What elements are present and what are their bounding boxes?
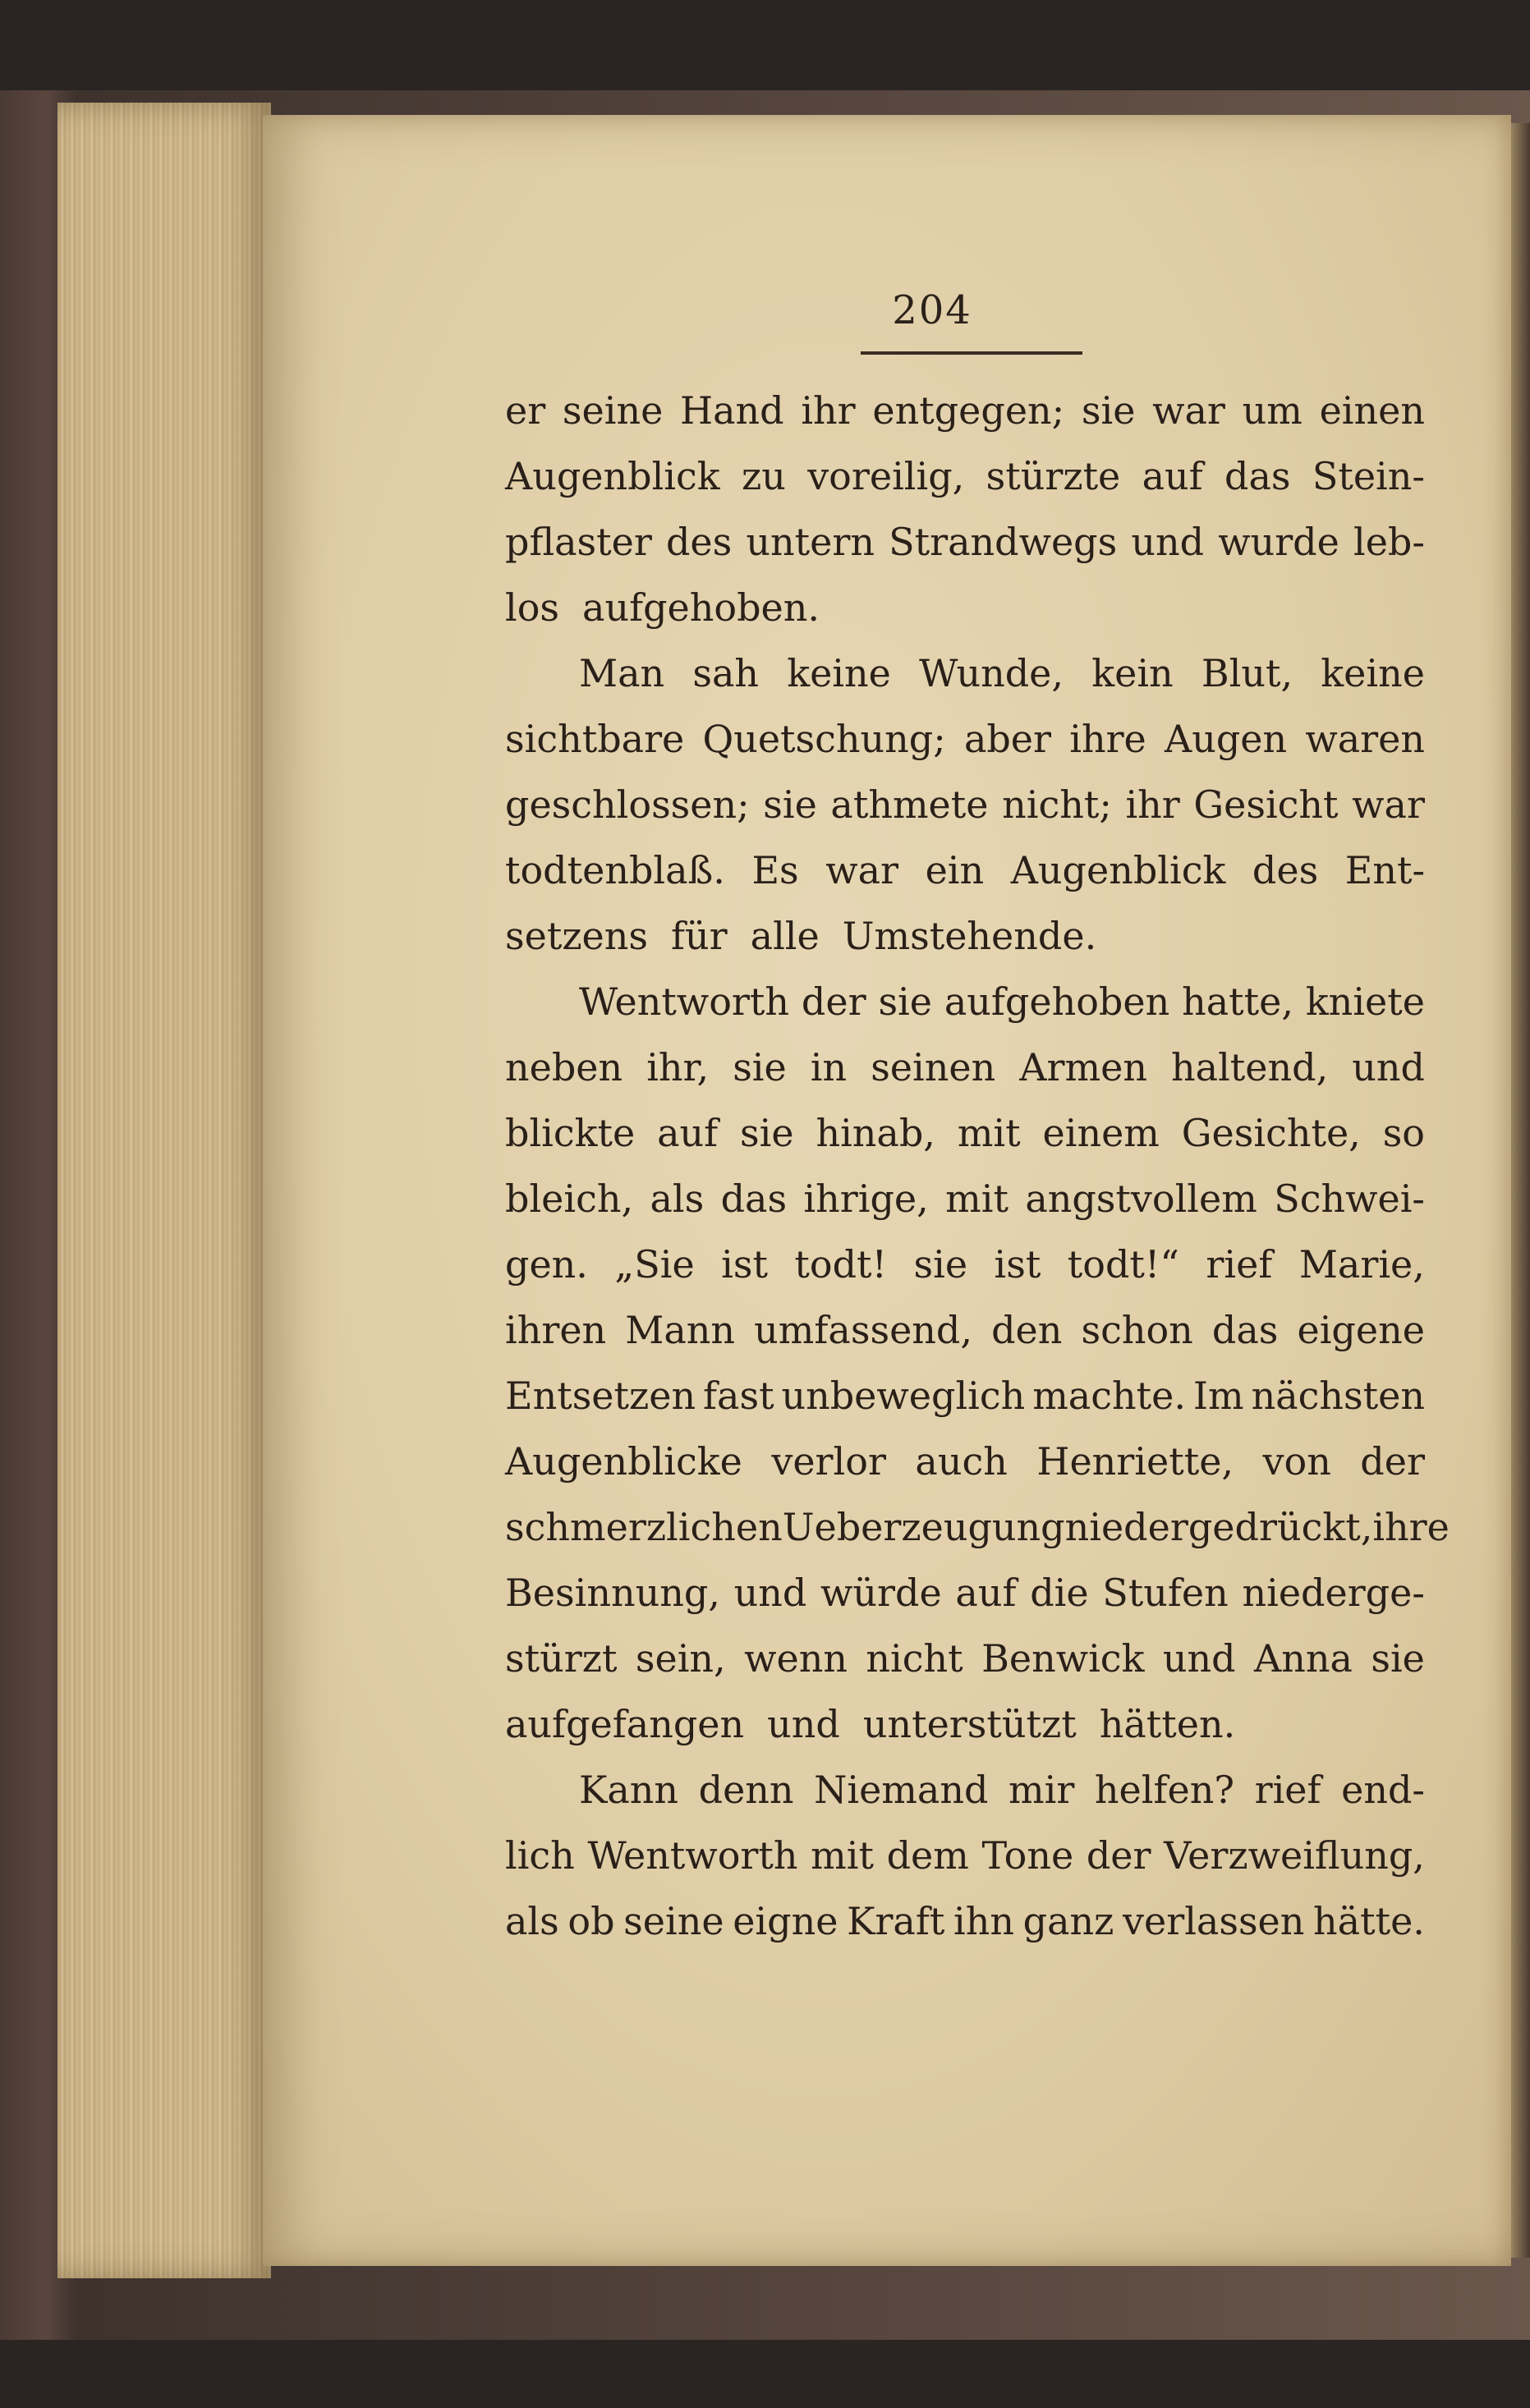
word: nicht; <box>1002 782 1112 827</box>
word: hatte, <box>1182 979 1293 1024</box>
word: auf <box>657 1111 719 1155</box>
word: stürzt <box>505 1636 618 1681</box>
word: ihrige, <box>803 1176 929 1221</box>
word: neben <box>505 1045 623 1089</box>
word: rief <box>1254 1768 1321 1812</box>
word: für <box>671 914 728 958</box>
word: mir <box>1009 1768 1075 1812</box>
word: zu <box>741 454 786 498</box>
word: seine <box>562 388 664 433</box>
word: Ueberzeugung <box>782 1505 1065 1549</box>
word: rief <box>1206 1242 1273 1287</box>
word: Stufen <box>1102 1571 1229 1615</box>
word: Im <box>1192 1374 1244 1418</box>
word: fast <box>703 1374 774 1418</box>
word: in <box>810 1045 848 1089</box>
word: Verzweiflung, <box>1164 1833 1425 1878</box>
word: Wentworth <box>579 979 790 1024</box>
word: und <box>1131 520 1205 564</box>
text-line <box>505 1363 1425 1429</box>
word: end- <box>1341 1768 1425 1812</box>
word: kein <box>1091 651 1174 695</box>
text-line <box>505 575 1425 640</box>
word: sie <box>1371 1636 1425 1681</box>
word: ihr, <box>646 1045 710 1089</box>
word: aufgehoben. <box>582 585 820 630</box>
text-line <box>505 1166 1425 1232</box>
word: sie <box>1081 388 1136 433</box>
page-number: 204 <box>892 287 972 333</box>
word: stürzte <box>986 454 1121 498</box>
word: todtenblaß. <box>505 848 725 892</box>
text-line <box>505 969 1425 1034</box>
word: niedergedrückt, <box>1064 1505 1373 1549</box>
text-line <box>505 903 1425 969</box>
word: einen <box>1319 388 1425 433</box>
word: das <box>1211 1308 1279 1352</box>
text-line <box>505 509 1425 575</box>
word: Blut, <box>1201 651 1293 695</box>
word: geschlossen; <box>505 782 750 827</box>
word: bleich, <box>505 1176 634 1221</box>
text-line <box>505 706 1425 772</box>
word: „Sie <box>614 1242 695 1287</box>
word: Umstehende. <box>842 914 1097 958</box>
word: sie <box>733 1045 787 1089</box>
text-line <box>505 1823 1425 1888</box>
text-line <box>505 1888 1425 1954</box>
word: umfassend, <box>754 1308 972 1352</box>
word: Besinnung, <box>505 1571 720 1615</box>
text-line <box>505 1757 1425 1823</box>
word: nächsten <box>1251 1374 1425 1418</box>
word: Ent- <box>1344 848 1425 892</box>
word: auf <box>955 1571 1017 1615</box>
text-line <box>505 1232 1425 1297</box>
word: war <box>825 848 899 892</box>
word: Stein- <box>1312 454 1425 498</box>
word: Mann <box>625 1308 736 1352</box>
word: verlor <box>771 1439 886 1484</box>
word: untern <box>746 520 875 564</box>
word: des <box>665 520 733 564</box>
word: blickte <box>505 1111 636 1155</box>
word: ihr <box>1125 782 1180 827</box>
text-line <box>505 640 1425 706</box>
word: Wentworth <box>587 1833 798 1878</box>
word: nicht <box>866 1636 963 1681</box>
word: Kann <box>579 1768 679 1812</box>
word: helfen? <box>1094 1768 1235 1812</box>
word: und <box>1352 1045 1425 1089</box>
word: ist <box>721 1242 768 1287</box>
text-line <box>505 1429 1425 1494</box>
word: und <box>1162 1636 1236 1681</box>
word: Wunde, <box>919 651 1064 695</box>
word: Augenblick <box>505 454 720 498</box>
word: dem <box>886 1833 969 1878</box>
word: eigene <box>1297 1308 1425 1352</box>
word: ganz <box>1022 1899 1114 1943</box>
word: seine <box>623 1899 724 1943</box>
word: wenn <box>744 1636 848 1681</box>
word: Es <box>751 848 799 892</box>
word: einem <box>1042 1111 1160 1155</box>
word: ein <box>925 848 985 892</box>
body-text <box>505 378 1450 1954</box>
word: als <box>650 1176 705 1221</box>
text-line <box>505 1034 1425 1100</box>
word: Entsetzen <box>505 1374 696 1418</box>
text-line <box>505 1691 1425 1757</box>
word: der <box>1086 1833 1151 1878</box>
text-line <box>505 1494 1450 1560</box>
word: eigne <box>733 1899 839 1943</box>
word: todt! <box>794 1242 888 1287</box>
word: hätten. <box>1099 1702 1236 1746</box>
word: hätte. <box>1313 1899 1425 1943</box>
word: sie <box>740 1111 794 1155</box>
word: gen. <box>505 1242 588 1287</box>
word: entgegen; <box>872 388 1065 433</box>
word: so <box>1382 1111 1425 1155</box>
word: voreilig, <box>807 454 965 498</box>
word: das <box>720 1176 788 1221</box>
word: aufgefangen <box>505 1702 745 1746</box>
word: setzens <box>505 914 649 958</box>
word: und <box>767 1702 840 1746</box>
word: keine <box>787 651 891 695</box>
word: Gesichte, <box>1181 1111 1361 1155</box>
text-line <box>505 1626 1425 1691</box>
word: alle <box>750 914 820 958</box>
word: der <box>1360 1439 1425 1484</box>
word: Man <box>579 651 665 695</box>
word: sah <box>692 651 760 695</box>
word: des <box>1252 848 1319 892</box>
word: die <box>1030 1571 1089 1615</box>
word: als <box>505 1899 559 1943</box>
word: ihr <box>801 388 856 433</box>
word: Strandwegs <box>889 520 1118 564</box>
header-rule <box>861 351 1082 355</box>
word: um <box>1242 388 1303 433</box>
word: Tone <box>981 1833 1074 1878</box>
word: Benwick <box>981 1636 1145 1681</box>
word: würde <box>820 1571 942 1615</box>
page-edges <box>57 103 271 2278</box>
word: unterstützt <box>862 1702 1077 1746</box>
text-line <box>505 837 1425 903</box>
word: hinab, <box>816 1111 935 1155</box>
word: sichtbare <box>505 717 685 761</box>
word: Gesicht <box>1193 782 1339 827</box>
word: sie <box>878 979 932 1024</box>
word: Augenblick <box>1010 848 1226 892</box>
word: war <box>1152 388 1225 433</box>
word: machte. <box>1032 1374 1186 1418</box>
word: Schwei- <box>1274 1176 1425 1221</box>
word: todt!“ <box>1067 1242 1179 1287</box>
word: mit <box>811 1833 874 1878</box>
word: Kraft <box>847 1899 945 1943</box>
word: sie <box>763 782 817 827</box>
word: athmete <box>830 782 989 827</box>
text-line <box>505 443 1425 509</box>
text-line <box>505 772 1425 837</box>
word: war <box>1352 782 1425 827</box>
word: ist <box>994 1242 1041 1287</box>
word: auch <box>915 1439 1008 1484</box>
word: haltend, <box>1171 1045 1329 1089</box>
word: mit <box>945 1176 1009 1221</box>
word: aufgehoben <box>944 979 1170 1024</box>
word: sein, <box>635 1636 726 1681</box>
word: Quetschung; <box>702 717 946 761</box>
word: ihre <box>1372 1505 1450 1549</box>
word: Augenblicke <box>505 1439 742 1484</box>
word: Marie, <box>1298 1242 1425 1287</box>
word: der <box>801 979 866 1024</box>
word: von <box>1262 1439 1331 1484</box>
word: seinen <box>871 1045 996 1089</box>
word: das <box>1224 454 1291 498</box>
word: sie <box>913 1242 968 1287</box>
word: wurde <box>1218 520 1339 564</box>
text-line <box>505 1297 1425 1363</box>
word: kniete <box>1305 979 1425 1024</box>
word: ob <box>567 1899 615 1943</box>
word: waren <box>1305 717 1425 761</box>
word: schmerzlichen <box>505 1505 783 1549</box>
word: Armen <box>1019 1045 1147 1089</box>
word: ihre <box>1069 717 1146 761</box>
word: schon <box>1081 1308 1193 1352</box>
word: Anna <box>1254 1636 1353 1681</box>
word: ihren <box>505 1308 607 1352</box>
word: niederge- <box>1242 1571 1425 1615</box>
text-line <box>505 1560 1425 1626</box>
word: auf <box>1142 454 1203 498</box>
word: ihn <box>953 1899 1014 1943</box>
word: aber <box>963 717 1052 761</box>
word: Henriette, <box>1036 1439 1234 1484</box>
word: angstvollem <box>1025 1176 1257 1221</box>
word: leb- <box>1353 520 1425 564</box>
word: er <box>505 388 546 433</box>
word: mit <box>957 1111 1021 1155</box>
word: lich <box>505 1833 575 1878</box>
word: Augen <box>1165 717 1288 761</box>
word: unbeweglich <box>781 1374 1026 1418</box>
word: los <box>505 585 560 630</box>
word: keine <box>1321 651 1425 695</box>
word: den <box>991 1308 1063 1352</box>
word: und <box>733 1571 807 1615</box>
word: denn <box>698 1768 794 1812</box>
word: verlassen <box>1123 1899 1305 1943</box>
word: pflaster <box>505 520 652 564</box>
text-line <box>505 1100 1425 1166</box>
word: Niemand <box>814 1768 989 1812</box>
text-line <box>505 378 1425 443</box>
word: Hand <box>680 388 784 433</box>
